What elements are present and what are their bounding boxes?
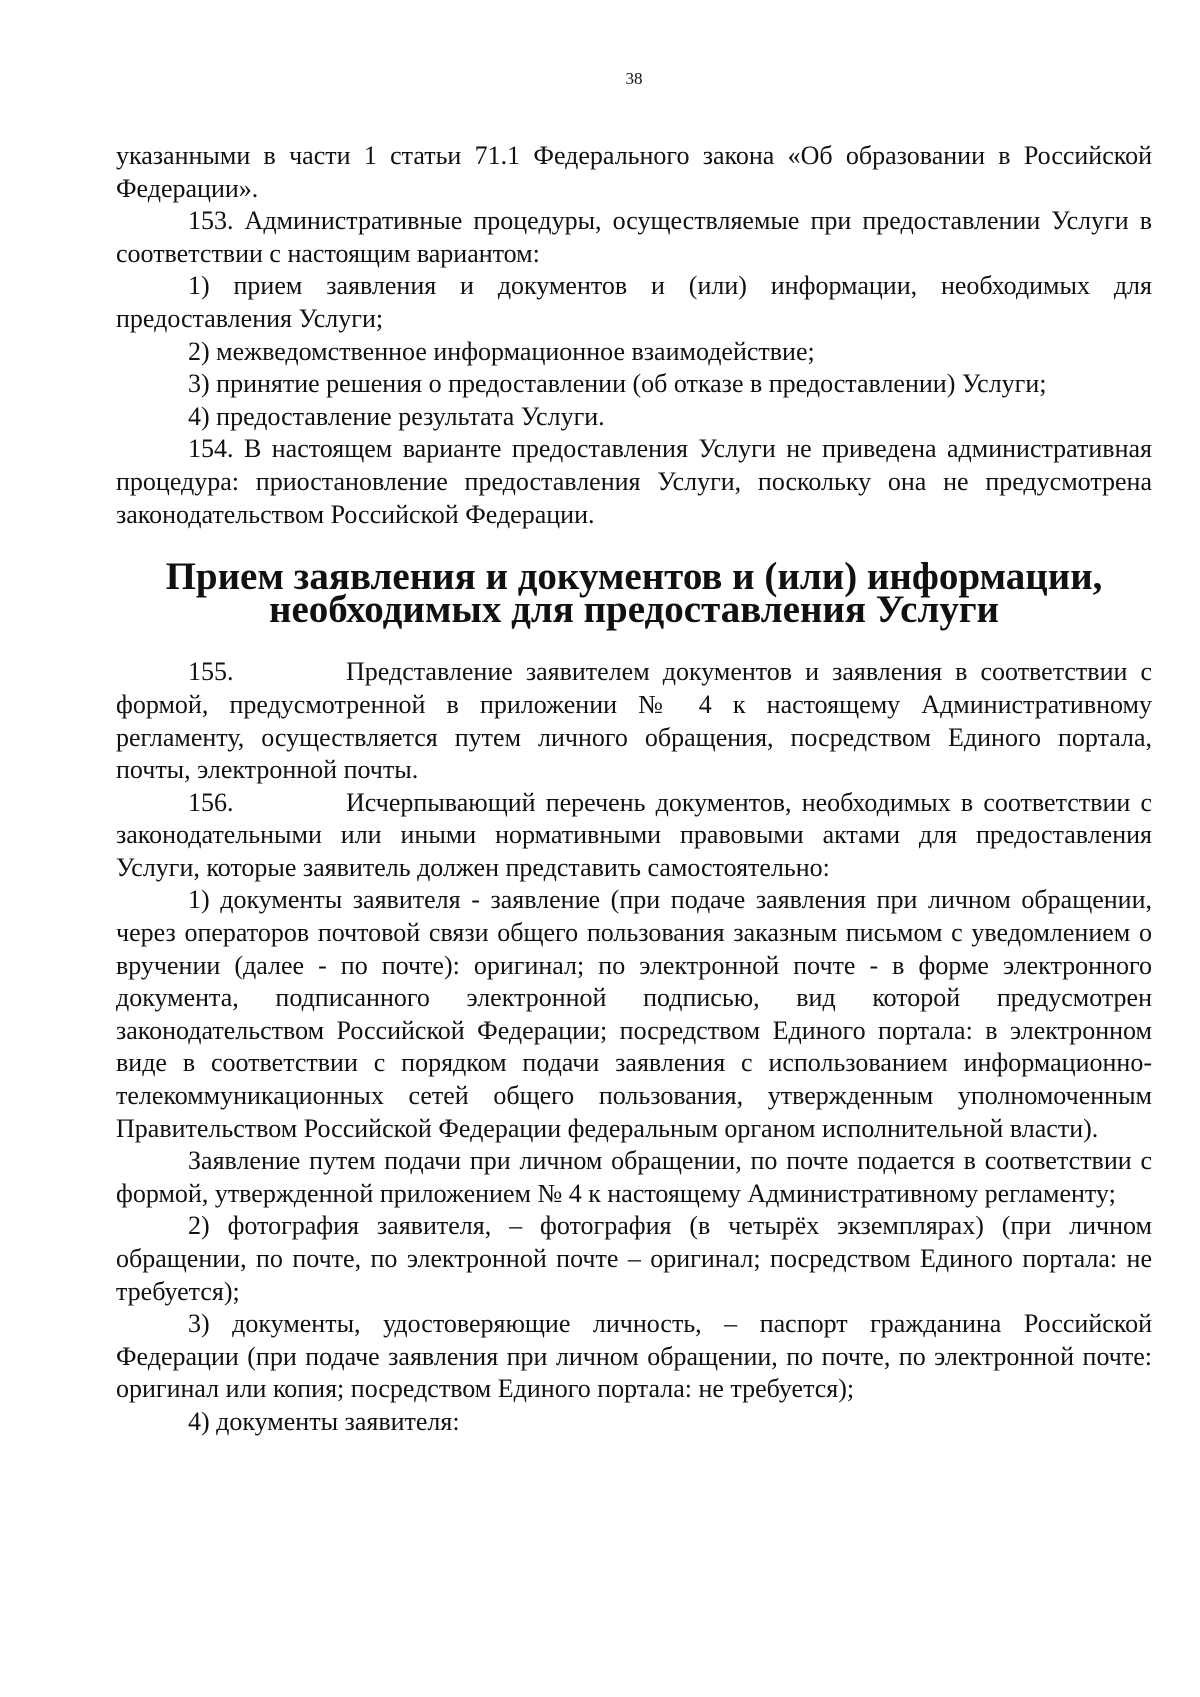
doc-item-2: 2) фотография заявителя, – фотография (в четырёх экземплярах) (при личном обращении, по почте, по электронной почте – оригинал; посредством Единого портала: не требуется); — [116, 1211, 1152, 1306]
paragraph-156-text: Исчерпывающий перечень документов, необходимых в соответствии с законодательными или иными нормативными правовыми актами для предоставления Услуги, которые заявитель должен представить самостоятельно: — [116, 787, 1152, 882]
paragraph-156 — [116, 787, 1152, 885]
paragraph-153: 153. Административные процедуры, осуществляемые при предоставлении Услуги в соответствии с настоящим вариантом: — [116, 206, 1152, 268]
list-item-1: 1) прием заявления и документов и (или) информации, необходимых для предоставления Услуги; — [116, 271, 1152, 333]
application-form-paragraph: Заявление путем подачи при личном обращении, по почте подается в соответствии с формой, утвержденной приложением № 4 к настоящему Административному регламенту; — [116, 1146, 1152, 1208]
list-item-2: 2) межведомственное информационное взаимодействие; — [188, 336, 815, 366]
paragraph-continuation: указанными в части 1 статьи 71.1 Федерального закона «Об образовании в Российской Федерации». — [116, 141, 1152, 203]
list-item-4: 4) предоставление результата Услуги. — [188, 401, 605, 431]
section-heading: Прием заявления и документов и (или) информации, необходимых для предоставления Услуги — [165, 555, 1103, 631]
paragraph-155 — [116, 656, 1152, 786]
doc-item-3: 3) документы, удостоверяющие личность, – паспорт гражданина Российской Федерации (при подаче заявления при личном обращении, по почте, по электронной почте: оригинал или копия; посредством Единого портала: не требуется); — [116, 1309, 1152, 1404]
paragraph-154: 154. В настоящем варианте предоставления Услуги не приведена административная процедура: приостановление предоставления Услуги, поскольку она не предусмотрена законодательством Российской Федерации. — [116, 434, 1152, 529]
doc-item-4: 4) документы заявителя: — [188, 1406, 460, 1436]
document-body — [116, 140, 1152, 1439]
list-item-3: 3) принятие решения о предоставлении (об отказе в предоставлении) Услуги; — [188, 369, 1047, 399]
paragraph-155-number: 155. — [188, 657, 234, 687]
page-number: 38 — [625, 69, 643, 88]
paragraph-156-number: 156. — [188, 787, 234, 817]
doc-item-1: 1) документы заявителя - заявление (при подаче заявления при личном обращении, через операторов почтовой связи общего пользования заказным письмом с уведомлением о вручении (далее - по почте): оригинал; по электронной почте - в форме электронного документа, подписанного электронной подписью, вид которой предусмотрен законодательством Российской Федерации; посредством Единого портала: в электронном виде в соответствии с порядком подачи заявления с использованием информационно-телекоммуникационных сетей общего пользования, утвержденным уполномоченным Правительством Российской Федерации федеральным органом исполнительной власти). — [116, 885, 1152, 1143]
paragraph-155-text: Представление заявителем документов и заявления в соответствии с формой, предусмотренной в приложении № 4 к настоящему Административному регламенту, осуществляется путем личного обращения, посредством Единого портала, почты, электронной почты. — [116, 657, 1152, 785]
